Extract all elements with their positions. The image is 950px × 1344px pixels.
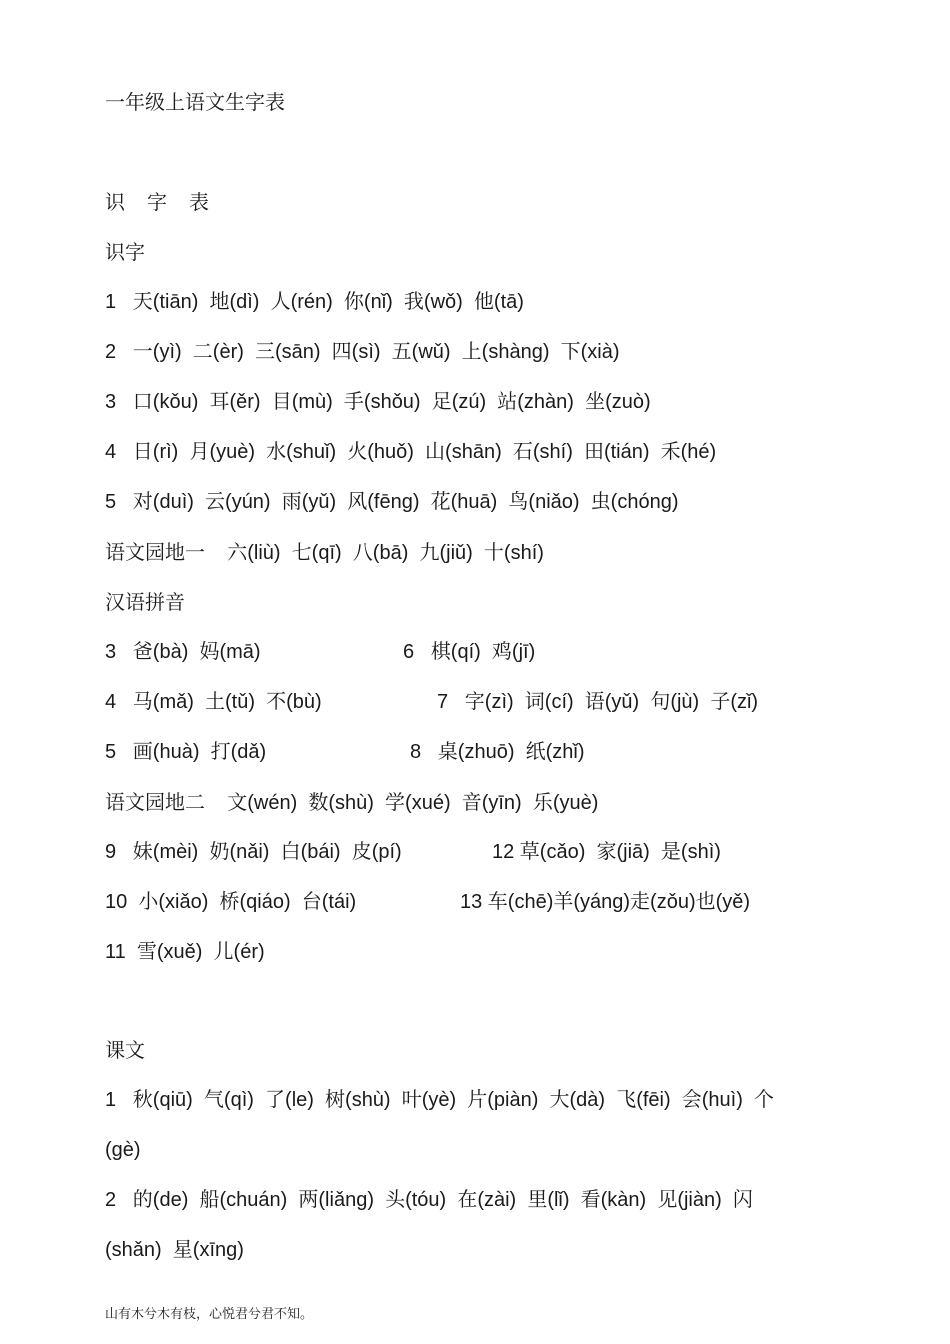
char-line: 1 天(tiān) 地(dì) 人(rén) 你(nǐ) 我(wǒ) 他(tā) (105, 291, 524, 313)
pinyin-row-right: 8 桌(zhuō) 纸(zhǐ) (410, 741, 585, 763)
more-row-left: 10 小(xiǎo) 桥(qiáo) 台(tái) (105, 891, 357, 913)
page-footer: 山有木兮木有枝，心悦君兮君不知。 (105, 1307, 314, 1322)
kewen-line: (gè) (105, 1139, 141, 1161)
yuandi-1-line (105, 538, 544, 567)
pinyin-row-left: 5 画(huà) 打(dǎ) (105, 741, 267, 763)
section-title: 识字表 (105, 190, 231, 214)
yuandi-2-line (105, 788, 598, 817)
kewen-line: 1 秋(qiū) 气(qì) 了(le) 树(shù) 叶(yè) 片(piàn) 大(dà) 飞(fēi) 会(huì) 个 (105, 1089, 774, 1111)
pinyin-row-left: 4 马(mǎ) 土(tǔ) 不(bù) (105, 691, 322, 713)
subheading-shizi: 识字 (105, 240, 145, 264)
pinyin-row-left: 3 爸(bà) 妈(mā) (105, 641, 261, 663)
kewen-line: (shǎn) 星(xīng) (105, 1239, 244, 1261)
pinyin-row-right: 6 棋(qí) 鸡(jī) (403, 641, 536, 663)
pinyin-row-right: 7 字(zì) 词(cí) 语(yǔ) 句(jù) 子(zǐ) (437, 691, 759, 713)
char-line: 3 口(kǒu) 耳(ěr) 目(mù) 手(shǒu) 足(zú) 站(zhàn) 坐(zuò) (105, 391, 651, 413)
yuandi-1-label: 语文园地一 (105, 540, 205, 564)
more-row-right: 12 草(cǎo) 家(jiā) 是(shì) (492, 841, 721, 863)
kewen-line: 2 的(de) 船(chuán) 两(liǎng) 头(tóu) 在(zài) 里(lǐ) 看(kàn) 见(jiàn) 闪 (105, 1189, 753, 1211)
char-line: 2 一(yì) 二(èr) 三(sān) 四(sì) 五(wǔ) 上(shàng) 下(xià) (105, 341, 620, 363)
yuandi-2-chars: 文(wén) 数(shù) 学(xué) 音(yīn) 乐(yuè) (227, 792, 599, 814)
document-title: 一年级上语文生字表 (105, 90, 285, 114)
yuandi-1-chars: 六(liù) 七(qī) 八(bā) 九(jiǔ) 十(shí) (227, 542, 544, 564)
subheading-kewen: 课文 (105, 1038, 145, 1062)
more-row-left: 9 妹(mèi) 奶(nǎi) 白(bái) 皮(pí) (105, 841, 402, 863)
more-row-left: 11 雪(xuě) 儿(ér) (105, 941, 265, 963)
char-line: 4 日(rì) 月(yuè) 水(shuǐ) 火(huǒ) 山(shān) 石(shí) 田(tián) 禾(hé) (105, 441, 717, 463)
yuandi-2-label: 语文园地二 (105, 790, 205, 814)
char-line: 5 对(duì) 云(yún) 雨(yǔ) 风(fēng) 花(huā) 鸟(niǎo) 虫(chóng) (105, 491, 679, 513)
more-row-right: 13 车(chē)羊(yáng)走(zǒu)也(yě) (460, 891, 751, 913)
subheading-pinyin: 汉语拼音 (105, 590, 185, 614)
